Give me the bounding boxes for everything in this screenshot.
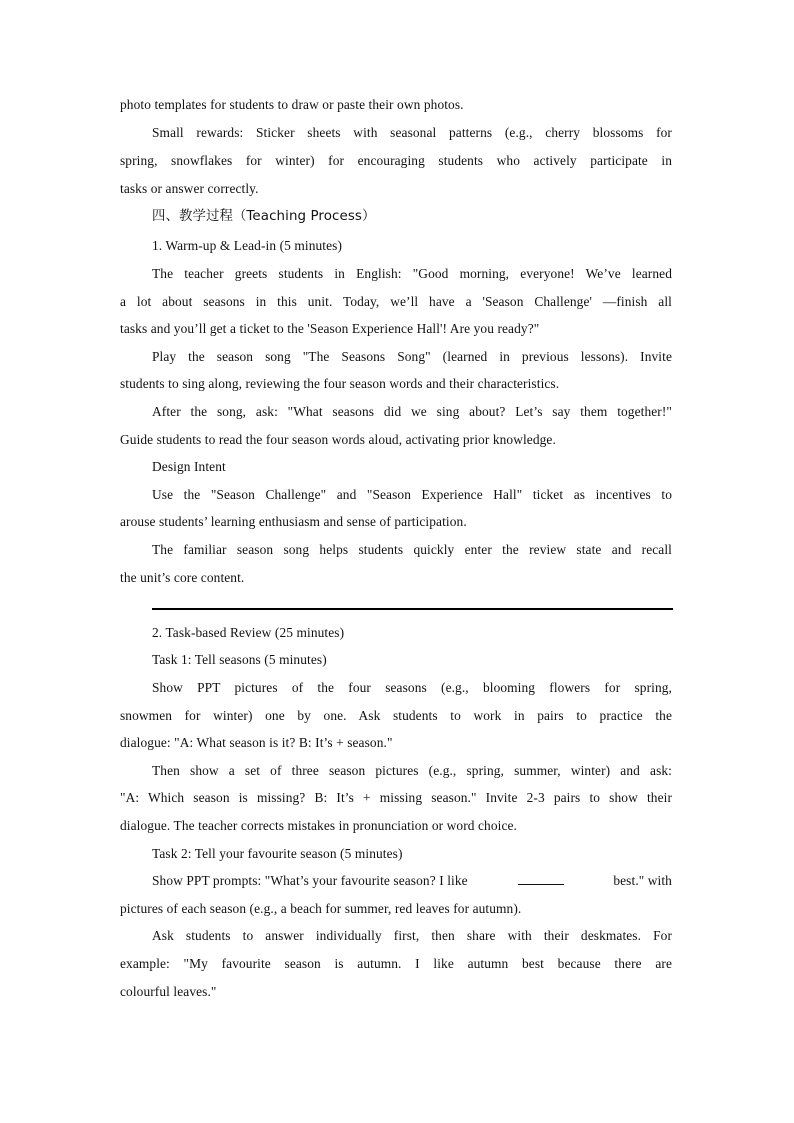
prompt-text: Show PPT prompts: "What’s your favourite season? I like	[152, 873, 468, 888]
text-line: snowmen for winter) one by one. Ask students to work in pairs to practice the	[120, 708, 672, 723]
task-heading: Task 2: Tell your favourite season (5 minutes)	[152, 846, 403, 861]
text-line: After the song, ask: "What seasons did we sing about? Let’s say them together!"	[152, 404, 672, 419]
text-line: Small rewards: Sticker sheets with seasonal patterns (e.g., cherry blossoms for	[152, 125, 672, 140]
text-line: example: "My favourite season is autumn. I like autumn best because there are	[120, 956, 672, 971]
text-line: Then show a set of three season pictures (e.g., spring, summer, winter) and ask:	[152, 763, 672, 778]
text-line: a lot about seasons in this unit. Today, we’ll have a 'Season Challenge' —finish all	[120, 294, 672, 309]
section-heading: 四、教学过程（Teaching Process）	[152, 209, 376, 224]
text-line: tasks and you’ll get a ticket to the 'Season Experience Hall'! Are you ready?"	[120, 321, 540, 336]
horizontal-divider	[152, 608, 673, 610]
text-line-with-blank	[152, 872, 672, 890]
text-line: tasks or answer correctly.	[120, 181, 259, 196]
text-line: The familiar season song helps students quickly enter the review state and recall	[152, 542, 672, 557]
text-line: Show PPT pictures of the four seasons (e.g., blooming flowers for spring,	[152, 680, 672, 695]
task-heading: Task 1: Tell seasons (5 minutes)	[152, 652, 327, 667]
text-line: pictures of each season (e.g., a beach for summer, red leaves for autumn).	[120, 901, 522, 916]
text-line: Play the season song "The Seasons Song" (learned in previous lessons). Invite	[152, 349, 672, 364]
prompt-text-end: best." with	[613, 873, 672, 888]
subsection-heading: 1. Warm-up & Lead-in (5 minutes)	[152, 238, 343, 253]
text-line: spring, snowflakes for winter) for encouraging students who actively participate in	[120, 153, 672, 168]
text-line: arouse students’ learning enthusiasm and sense of participation.	[120, 514, 467, 529]
fill-in-blank	[518, 872, 564, 885]
text-line: photo templates for students to draw or paste their own photos.	[120, 97, 464, 112]
text-line: students to sing along, reviewing the four season words and their characteristics.	[120, 376, 560, 391]
text-line: Use the "Season Challenge" and "Season Experience Hall" ticket as incentives to	[152, 487, 672, 502]
text-line: Ask students to answer individually first, then share with their deskmates. For	[152, 928, 672, 943]
text-line: Guide students to read the four season words aloud, activating prior knowledge.	[120, 432, 556, 447]
text-line: colourful leaves."	[120, 984, 217, 999]
text-line: "A: Which season is missing? B: It’s + missing season." Invite 2-3 pairs to show their	[120, 790, 672, 805]
text-line: dialogue: "A: What season is it? B: It’s + season."	[120, 735, 393, 750]
text-line: the unit’s core content.	[120, 570, 245, 585]
text-line: Design Intent	[152, 459, 226, 474]
text-line: dialogue. The teacher corrects mistakes in pronunciation or word choice.	[120, 818, 517, 833]
subsection-heading: 2. Task-based Review (25 minutes)	[152, 625, 345, 640]
text-line: The teacher greets students in English: "Good morning, everyone! We’ve learned	[152, 266, 672, 281]
